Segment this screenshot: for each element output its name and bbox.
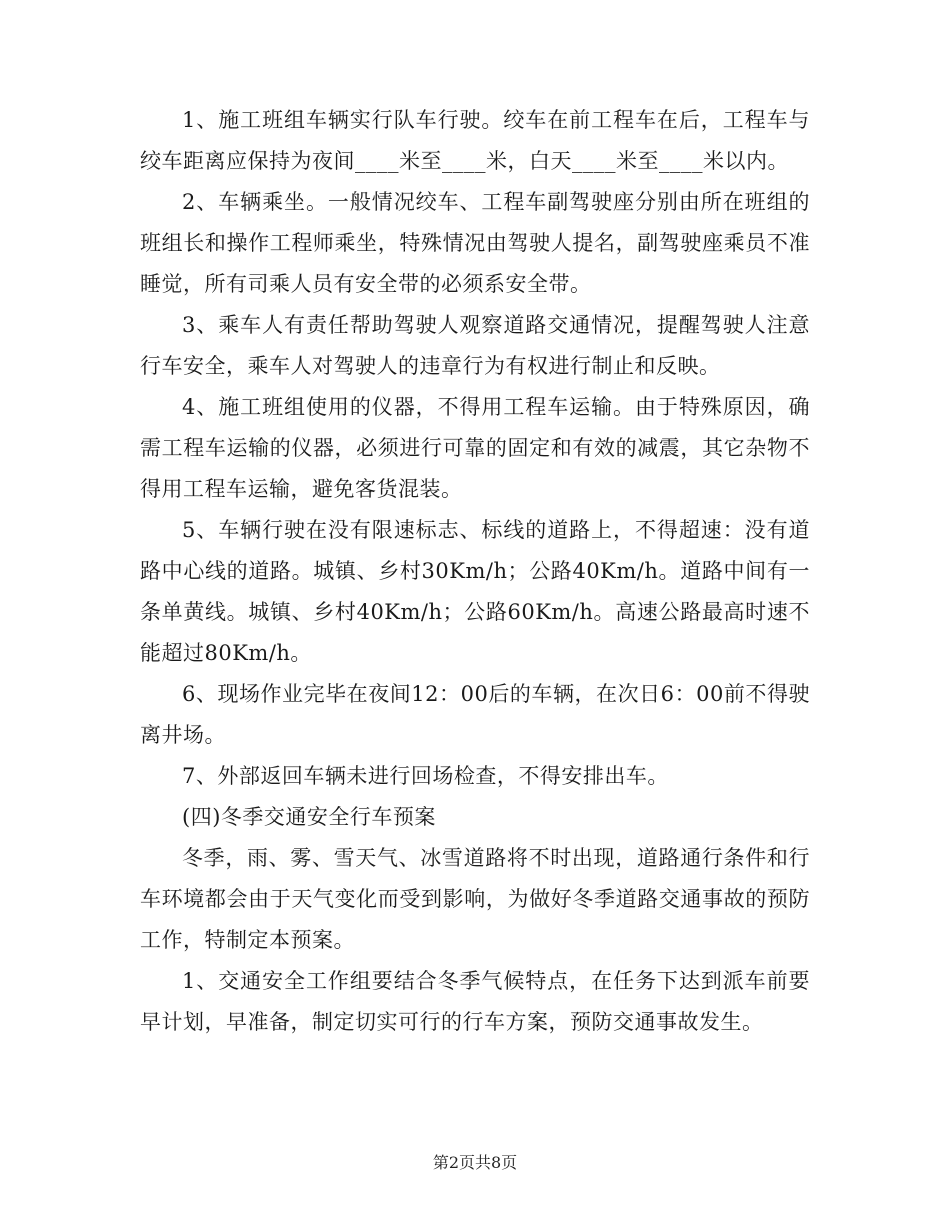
paragraph-5: 5、车辆行驶在没有限速标志、标线的道路上，不得超速：没有道路中心线的道路。城镇、乡村30Km/h；公路40Km/h。道路中间有一条单黄线。城镇、乡村40Km/h；公路60Km/h。高速公路最高时速不能超过80Km/h。 [140,518,810,665]
paragraph-4: 4、施工班组使用的仪器，不得用工程车运输。由于特殊原因，确需工程车运输的仪器，必须进行可靠的固定和有效的减震，其它杂物不得用工程车运输，避免客货混装。 [140,395,810,501]
page-number-footer: 第2页共8页 [432,1153,518,1172]
document-body [140,100,810,1043]
paragraph-2: 2、车辆乘坐。一般情况绞车、工程车副驾驶座分别由所在班组的班组长和操作工程师乘坐，特殊情况由驾驶人提名，副驾驶座乘员不准睡觉，所有司乘人员有安全带的必须系安全带。 [140,190,810,296]
paragraph-1: 1、施工班组车辆实行队车行驶。绞车在前工程车在后，工程车与绞车距离应保持为夜间____米至____米，白天____米至____米以内。 [140,108,810,173]
paragraph-intro: 冬季，雨、雾、雪天气、冰雪道路将不时出现，道路通行条件和行车环境都会由于天气变化而受到影响，为做好冬季道路交通事故的预防工作，特制定本预案。 [140,846,810,952]
paragraph-6: 6、现场作业完毕在夜间12：00后的车辆，在次日6：00前不得驶离井场。 [140,682,810,747]
section-heading: (四)冬季交通安全行车预案 [182,805,436,829]
paragraph-3: 3、乘车人有责任帮助驾驶人观察道路交通情况，提醒驾驶人注意行车安全，乘车人对驾驶人的违章行为有权进行制止和反映。 [140,313,810,378]
paragraph-winter-1: 1、交通安全工作组要结合冬季气候特点，在任务下达到派车前要早计划，早准备，制定切实可行的行车方案，预防交通事故发生。 [140,969,810,1034]
paragraph-7: 7、外部返回车辆未进行回场检查，不得安排出车。 [182,764,669,788]
